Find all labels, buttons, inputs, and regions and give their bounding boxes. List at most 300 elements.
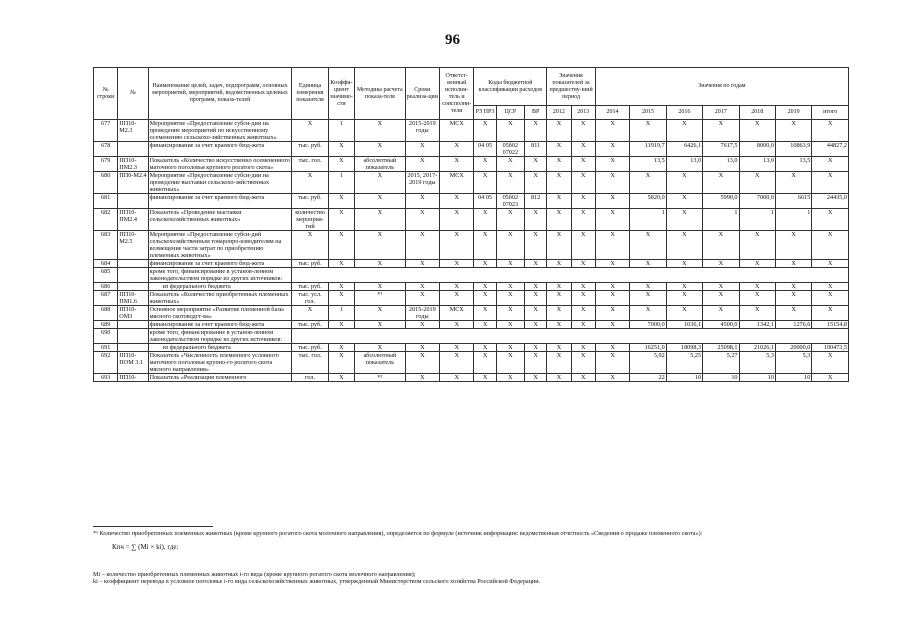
cell-y16: Х xyxy=(666,291,702,306)
cell-unit: количество мероприя-тий xyxy=(292,209,328,231)
cell-n: 680 xyxy=(94,172,118,194)
cell-method: Х xyxy=(355,306,406,321)
cell-y16: 6426,1 xyxy=(666,142,702,157)
cell-y16: Х xyxy=(666,194,702,209)
cell-coef: 1 xyxy=(328,120,354,142)
cell-y18: 10 xyxy=(739,374,775,382)
cell-name: финансирование за счет краевого бюд-жета xyxy=(148,321,292,329)
hdr-resp: Ответст-венный исполни-тель и соисполни-тели xyxy=(440,68,474,120)
table-row xyxy=(94,306,849,321)
cell-y13: Х xyxy=(571,260,595,268)
hdr-term: Сроки реализа-ции xyxy=(405,68,439,120)
cell-rz: Х xyxy=(474,352,496,374)
footnote-line-3: ki – коэффициент перевода в условное поголовье i-го вида сельскохозяйственных животных, утвержденный Министерством сельского хозяйства Российской Федерации. xyxy=(93,578,541,585)
cell-unit: Х xyxy=(292,231,328,260)
cell-term: 2015, 2017-2019 годы xyxy=(405,172,439,194)
indicators-table xyxy=(93,67,849,382)
cell-rz: Х xyxy=(474,260,496,268)
cell-name: Мероприятие «Предоставление субси-дии на проведение выставки сельскохо-зяйственных животных» xyxy=(148,172,292,194)
cell-code: ПП10-М2.3 xyxy=(118,120,148,142)
cell-tot: 15154,8 xyxy=(812,321,849,329)
cell-name: Мероприятие «Предоставление субси-дий сельскохозяйственным товаропро-изводителям на возмещение части затрат по приобретению племенных животных» xyxy=(148,231,292,260)
table-row xyxy=(94,142,849,157)
cell-coef: Х xyxy=(328,142,354,157)
hdr-vr: ВР xyxy=(525,106,547,120)
cell-y14: Х xyxy=(595,120,629,142)
cell-y12: Х xyxy=(547,291,571,306)
table-row xyxy=(94,283,849,291)
cell-name: Основное мероприятие «Развитие племенной базы мясного скотоводст-ва» xyxy=(148,306,292,321)
cell-tot: 100473,5 xyxy=(812,344,849,352)
cell-term: Х xyxy=(405,260,439,268)
cell-vr: Х xyxy=(525,209,547,231)
cell-rz: Х xyxy=(474,157,496,172)
cell-y18: Х xyxy=(739,260,775,268)
cell-method: Х xyxy=(355,231,406,260)
cell-coef: Х xyxy=(328,194,354,209)
cell-rz: Х xyxy=(474,209,496,231)
cell-vr: Х xyxy=(525,231,547,260)
cell-y17: 13,0 xyxy=(703,157,739,172)
cell-y18: 13,0 xyxy=(739,157,775,172)
table-row xyxy=(94,260,849,268)
cell-y13: Х xyxy=(571,321,595,329)
cell-method: Х xyxy=(355,194,406,209)
cell-vr: Х xyxy=(525,291,547,306)
cell-method: Х xyxy=(355,283,406,291)
cell-vr: Х xyxy=(525,172,547,194)
hdr-2012: 2012 xyxy=(547,106,571,120)
cell-y15: Х xyxy=(630,283,666,291)
table-row xyxy=(94,209,849,231)
cell-resp: Х xyxy=(440,321,474,329)
cell-y12: Х xyxy=(547,260,571,268)
cell-y12: Х xyxy=(547,344,571,352)
cell-method: Х xyxy=(355,209,406,231)
cell-term: Х xyxy=(405,142,439,157)
cell-n: 677 xyxy=(94,120,118,142)
cell-y19: 5,3 xyxy=(775,352,811,374)
cell-y15: 11919,7 xyxy=(630,142,666,157)
hdr-total: итого xyxy=(812,106,849,120)
cell-resp: Х xyxy=(440,291,474,306)
cell-y18: Х xyxy=(739,306,775,321)
cell-term: Х xyxy=(405,344,439,352)
cell-unit: тыс. руб. xyxy=(292,194,328,209)
table-row xyxy=(94,329,849,344)
hdr-coef: Коэффи-циент значимо-сти xyxy=(328,68,354,120)
cell-term: Х xyxy=(405,352,439,374)
cell-y14: Х xyxy=(595,291,629,306)
cell-y14: Х xyxy=(595,283,629,291)
hdr-2018: 2018 xyxy=(739,106,775,120)
cell-csr: Х xyxy=(496,157,524,172)
cell-term: 2015-2019 годы xyxy=(405,120,439,142)
cell-y18: 1342,1 xyxy=(739,321,775,329)
cell-y12: Х xyxy=(547,283,571,291)
cell-csr: 05б02 07022 xyxy=(496,142,524,157)
cell-unit: тыс. гол. xyxy=(292,352,328,374)
cell-y18: 5,3 xyxy=(739,352,775,374)
hdr-method: Методика расчета показа-теля xyxy=(355,68,406,120)
cell-y13: Х xyxy=(571,142,595,157)
cell-y14: Х xyxy=(595,260,629,268)
hdr-2019: 2019 xyxy=(775,106,811,120)
cell-y17: 25098,1 xyxy=(703,344,739,352)
cell-coef: Х xyxy=(328,231,354,260)
table-row xyxy=(94,172,849,194)
hdr-2013: 2013 xyxy=(571,106,595,120)
cell-y17: Х xyxy=(703,306,739,321)
cell-y19: Х xyxy=(775,283,811,291)
cell-name: Мероприятие «Предоставление субси-дии на проведение мероприятий по искусственному осеменению сельскохо-зяйственных животных» xyxy=(148,120,292,142)
cell-resp: Х xyxy=(440,283,474,291)
cell-n: 682 xyxy=(94,209,118,231)
cell-y18: 21026,1 xyxy=(739,344,775,352)
cell-y17: 4500,0 xyxy=(703,321,739,329)
hdr-2014: 2014 xyxy=(595,106,629,120)
cell-code xyxy=(118,321,148,329)
cell-coef: Х xyxy=(328,321,354,329)
table-row xyxy=(94,194,849,209)
cell-vr: Х xyxy=(525,283,547,291)
cell-y17: 1 xyxy=(703,209,739,231)
cell-y12: Х xyxy=(547,209,571,231)
cell-y15: 7000,0 xyxy=(630,321,666,329)
cell-y12: Х xyxy=(547,321,571,329)
cell-y13: Х xyxy=(571,157,595,172)
cell-y19: Х xyxy=(775,291,811,306)
cell-rz: Х xyxy=(474,172,496,194)
cell-term: Х xyxy=(405,321,439,329)
cell-code: ПП10-ОМ3 xyxy=(118,306,148,321)
cell-rz: 04 05 xyxy=(474,142,496,157)
cell-method: абсолютный показатель xyxy=(355,352,406,374)
cell-term: Х xyxy=(405,231,439,260)
cell-term: Х xyxy=(405,291,439,306)
cell-coef: Х xyxy=(328,157,354,172)
cell-y13: Х xyxy=(571,291,595,306)
cell-y14: Х xyxy=(595,374,629,382)
cell-name: финансирование за счет краевого бюд-жета xyxy=(148,194,292,209)
cell-code xyxy=(118,142,148,157)
cell-y16: Х xyxy=(666,306,702,321)
cell-name: кроме того, финансирование в установ-ленном законодательством порядке из других источников: xyxy=(148,268,292,283)
cell-csr: Х xyxy=(496,374,524,382)
cell-y17: 7617,5 xyxy=(703,142,739,157)
cell-y16: Х xyxy=(666,283,702,291)
cell-vr: Х xyxy=(525,352,547,374)
cell-y15: Х xyxy=(630,231,666,260)
cell-coef: Х xyxy=(328,209,354,231)
cell-csr: Х xyxy=(496,344,524,352)
cell-rz: Х xyxy=(474,321,496,329)
cell-tot: Х xyxy=(812,283,849,291)
cell-y18: 1 xyxy=(739,209,775,231)
cell-y13: Х xyxy=(571,374,595,382)
cell-term: Х xyxy=(405,209,439,231)
cell-unit: тыс. руб. xyxy=(292,260,328,268)
cell-y14: Х xyxy=(595,142,629,157)
cell-code xyxy=(118,260,148,268)
cell-y13: Х xyxy=(571,344,595,352)
cell-code: ПП10-ПМ2.3 xyxy=(118,157,148,172)
footnote-line-1: *¹ Количество приобретенных племенных животных (кроме крупного рогатого скота молочного направления), определяется по формуле (источник информации: ведомственная отчетность «Сведения о продаже племенного скота»): xyxy=(93,530,703,537)
cell-unit: тыс. руб. xyxy=(292,142,328,157)
cell-method: абсолютный показатель xyxy=(355,157,406,172)
cell-y12: Х xyxy=(547,142,571,157)
cell-y17: Х xyxy=(703,231,739,260)
cell-name: из федерального бюджета xyxy=(148,283,292,291)
cell-rz: Х xyxy=(474,231,496,260)
cell-term: Х xyxy=(405,283,439,291)
cell-y18: 7000,0 xyxy=(739,194,775,209)
cell-term: Х xyxy=(405,157,439,172)
table-row xyxy=(94,321,849,329)
cell-y15: Х xyxy=(630,291,666,306)
cell-y14: Х xyxy=(595,209,629,231)
cell-y17: Х xyxy=(703,291,739,306)
cell-method: Х xyxy=(355,172,406,194)
table-row xyxy=(94,344,849,352)
hdr-rz: РЗ ПР3 xyxy=(474,106,496,120)
cell-y14: Х xyxy=(595,157,629,172)
cell-n: 683 xyxy=(94,231,118,260)
cell-rz: Х xyxy=(474,306,496,321)
cell-y18: Х xyxy=(739,120,775,142)
cell-coef: Х xyxy=(328,344,354,352)
cell-resp: Х xyxy=(440,374,474,382)
cell-y12: Х xyxy=(547,374,571,382)
cell-y18: Х xyxy=(739,231,775,260)
cell-tot: 24435,0 xyxy=(812,194,849,209)
cell-y15: Х xyxy=(630,120,666,142)
cell-unit: Х xyxy=(292,172,328,194)
cell-resp: Х xyxy=(440,209,474,231)
cell-resp: Х xyxy=(440,157,474,172)
hdr-codes: Коды бюджетной классификации расходов xyxy=(474,68,547,106)
cell-term: 2015-2019 годы xyxy=(405,306,439,321)
cell-unit: тыс. гол. xyxy=(292,157,328,172)
cell-rz: Х xyxy=(474,120,496,142)
cell-y18: 8000,0 xyxy=(739,142,775,157)
cell-code: ПП10-М2.5 xyxy=(118,231,148,260)
cell-y16: 5,25 xyxy=(666,352,702,374)
hdr-2016: 2016 xyxy=(666,106,702,120)
cell-name: Показатель «Реализация племенного xyxy=(148,374,292,382)
hdr-years: Значения по годам xyxy=(595,68,848,106)
cell-y19: 20000,0 xyxy=(775,344,811,352)
cell-tot: Х xyxy=(812,291,849,306)
cell-y17: 5990,0 xyxy=(703,194,739,209)
cell-code xyxy=(118,283,148,291)
cell-resp: МСХ xyxy=(440,172,474,194)
cell-y13: Х xyxy=(571,231,595,260)
cell-y13: Х xyxy=(571,283,595,291)
cell-code: ПП0-М2.4 xyxy=(118,172,148,194)
cell-code: ПП10-ПМ2.4 xyxy=(118,209,148,231)
table-row xyxy=(94,231,849,260)
cell-resp: Х xyxy=(440,344,474,352)
hdr-2017: 2017 xyxy=(703,106,739,120)
cell-tot: Х xyxy=(812,231,849,260)
cell-y15: 13,5 xyxy=(630,157,666,172)
cell-n: 678 xyxy=(94,142,118,157)
cell-n: 693 xyxy=(94,374,118,382)
cell-y12: Х xyxy=(547,352,571,374)
cell-tot: Х xyxy=(812,260,849,268)
cell-y17: 10 xyxy=(703,374,739,382)
cell-n: 691 xyxy=(94,344,118,352)
cell-method: Х xyxy=(355,142,406,157)
cell-empty xyxy=(292,329,849,344)
cell-n: 679 xyxy=(94,157,118,172)
cell-csr: Х xyxy=(496,172,524,194)
table-row xyxy=(94,120,849,142)
cell-n: 685 xyxy=(94,268,118,283)
cell-y13: Х xyxy=(571,209,595,231)
cell-coef: Х xyxy=(328,283,354,291)
cell-y12: Х xyxy=(547,172,571,194)
cell-vr: Х xyxy=(525,306,547,321)
cell-method: Х xyxy=(355,321,406,329)
cell-y19: Х xyxy=(775,306,811,321)
page-number: 96 xyxy=(445,32,460,48)
cell-y15: 5,92 xyxy=(630,352,666,374)
cell-y16: Х xyxy=(666,120,702,142)
hdr-no: № xyxy=(118,68,148,120)
cell-vr: Х xyxy=(525,321,547,329)
hdr-row-no: № строки xyxy=(94,68,118,120)
cell-y16: 10 xyxy=(666,374,702,382)
cell-unit: тыс. усл. гол. xyxy=(292,291,328,306)
cell-y14: Х xyxy=(595,344,629,352)
cell-y19: 6615 xyxy=(775,194,811,209)
cell-code xyxy=(118,194,148,209)
cell-method: Х xyxy=(355,344,406,352)
cell-y17: Х xyxy=(703,283,739,291)
cell-n: 688 xyxy=(94,306,118,321)
cell-y14: Х xyxy=(595,194,629,209)
cell-method: Х xyxy=(355,120,406,142)
cell-y17: Х xyxy=(703,120,739,142)
cell-vr: Х xyxy=(525,344,547,352)
cell-n: 689 xyxy=(94,321,118,329)
cell-y16: 18098,3 xyxy=(666,344,702,352)
cell-y15: 16251,0 xyxy=(630,344,666,352)
cell-y13: Х xyxy=(571,194,595,209)
cell-empty xyxy=(292,268,849,283)
cell-y19: Х xyxy=(775,120,811,142)
cell-csr: Х xyxy=(496,306,524,321)
cell-code: ПП10-ПМ1.6 xyxy=(118,291,148,306)
cell-y19: 10863,9 xyxy=(775,142,811,157)
cell-tot: Х xyxy=(812,374,849,382)
cell-y19: 10 xyxy=(775,374,811,382)
cell-n: 681 xyxy=(94,194,118,209)
cell-unit: Х xyxy=(292,120,328,142)
cell-coef: Х xyxy=(328,291,354,306)
footnote-formula: Кпч = ∑ (Mi × ki), где: xyxy=(112,543,179,551)
table-row xyxy=(94,291,849,306)
cell-csr: Х xyxy=(496,283,524,291)
cell-code: ПП10-ПОМ 3.1 xyxy=(118,352,148,374)
cell-term: Х xyxy=(405,374,439,382)
cell-y15: 22 xyxy=(630,374,666,382)
cell-code xyxy=(118,268,148,283)
cell-n: 692 xyxy=(94,352,118,374)
cell-y16: Х xyxy=(666,172,702,194)
cell-name: Показатель «Численность племенного условного маточного поголовья крупно-го рогатого скота мясного направления» xyxy=(148,352,292,374)
cell-coef: Х xyxy=(328,374,354,382)
cell-y16: Х xyxy=(666,231,702,260)
cell-vr: Х xyxy=(525,260,547,268)
cell-y19: Х xyxy=(775,231,811,260)
cell-rz: Х xyxy=(474,291,496,306)
cell-y19: 13,5 xyxy=(775,157,811,172)
cell-y14: Х xyxy=(595,172,629,194)
cell-rz: Х xyxy=(474,283,496,291)
cell-y14: Х xyxy=(595,321,629,329)
table-body xyxy=(94,120,849,382)
cell-coef: Х xyxy=(328,352,354,374)
cell-vr: Х xyxy=(525,157,547,172)
cell-y16: Х xyxy=(666,209,702,231)
cell-y14: Х xyxy=(595,352,629,374)
cell-n: 687 xyxy=(94,291,118,306)
cell-unit: гол. xyxy=(292,374,328,382)
cell-y16: 1036,1 xyxy=(666,321,702,329)
cell-csr: Х xyxy=(496,352,524,374)
cell-csr: Х xyxy=(496,321,524,329)
table-row xyxy=(94,157,849,172)
cell-y16: 13,0 xyxy=(666,157,702,172)
cell-resp: Х xyxy=(440,352,474,374)
cell-y12: Х xyxy=(547,157,571,172)
hdr-unit: Единица измерения показателя xyxy=(292,68,328,120)
cell-y17: Х xyxy=(703,172,739,194)
cell-tot: 44827,2 xyxy=(812,142,849,157)
cell-y17: Х xyxy=(703,260,739,268)
cell-vr: Х xyxy=(525,120,547,142)
cell-y12: Х xyxy=(547,231,571,260)
cell-rz: Х xyxy=(474,344,496,352)
cell-unit: тыс. руб. xyxy=(292,344,328,352)
cell-tot: Х xyxy=(812,157,849,172)
cell-n: 686 xyxy=(94,283,118,291)
footnote-line-2: Mi – количество приобретенных племенных животных i-го вида (кроме крупного рогатого скота молочного направления); xyxy=(93,571,416,578)
cell-tot: Х xyxy=(812,306,849,321)
hdr-csr: ЦСР xyxy=(496,106,524,120)
cell-y18: Х xyxy=(739,291,775,306)
cell-y15: Х xyxy=(630,306,666,321)
cell-unit: Х xyxy=(292,306,328,321)
cell-csr: Х xyxy=(496,260,524,268)
cell-n: 684 xyxy=(94,260,118,268)
cell-tot: Х xyxy=(812,172,849,194)
cell-resp: МСХ xyxy=(440,306,474,321)
cell-y13: Х xyxy=(571,352,595,374)
cell-unit: тыс. руб. xyxy=(292,283,328,291)
cell-name: финансирование за счет краевого бюд-жета xyxy=(148,260,292,268)
cell-y19: 1276,6 xyxy=(775,321,811,329)
cell-coef: 1 xyxy=(328,172,354,194)
cell-vr: 811 xyxy=(525,142,547,157)
cell-y19: 1 xyxy=(775,209,811,231)
cell-coef: 1 xyxy=(328,306,354,321)
cell-y15: 1 xyxy=(630,209,666,231)
cell-y14: Х xyxy=(595,231,629,260)
